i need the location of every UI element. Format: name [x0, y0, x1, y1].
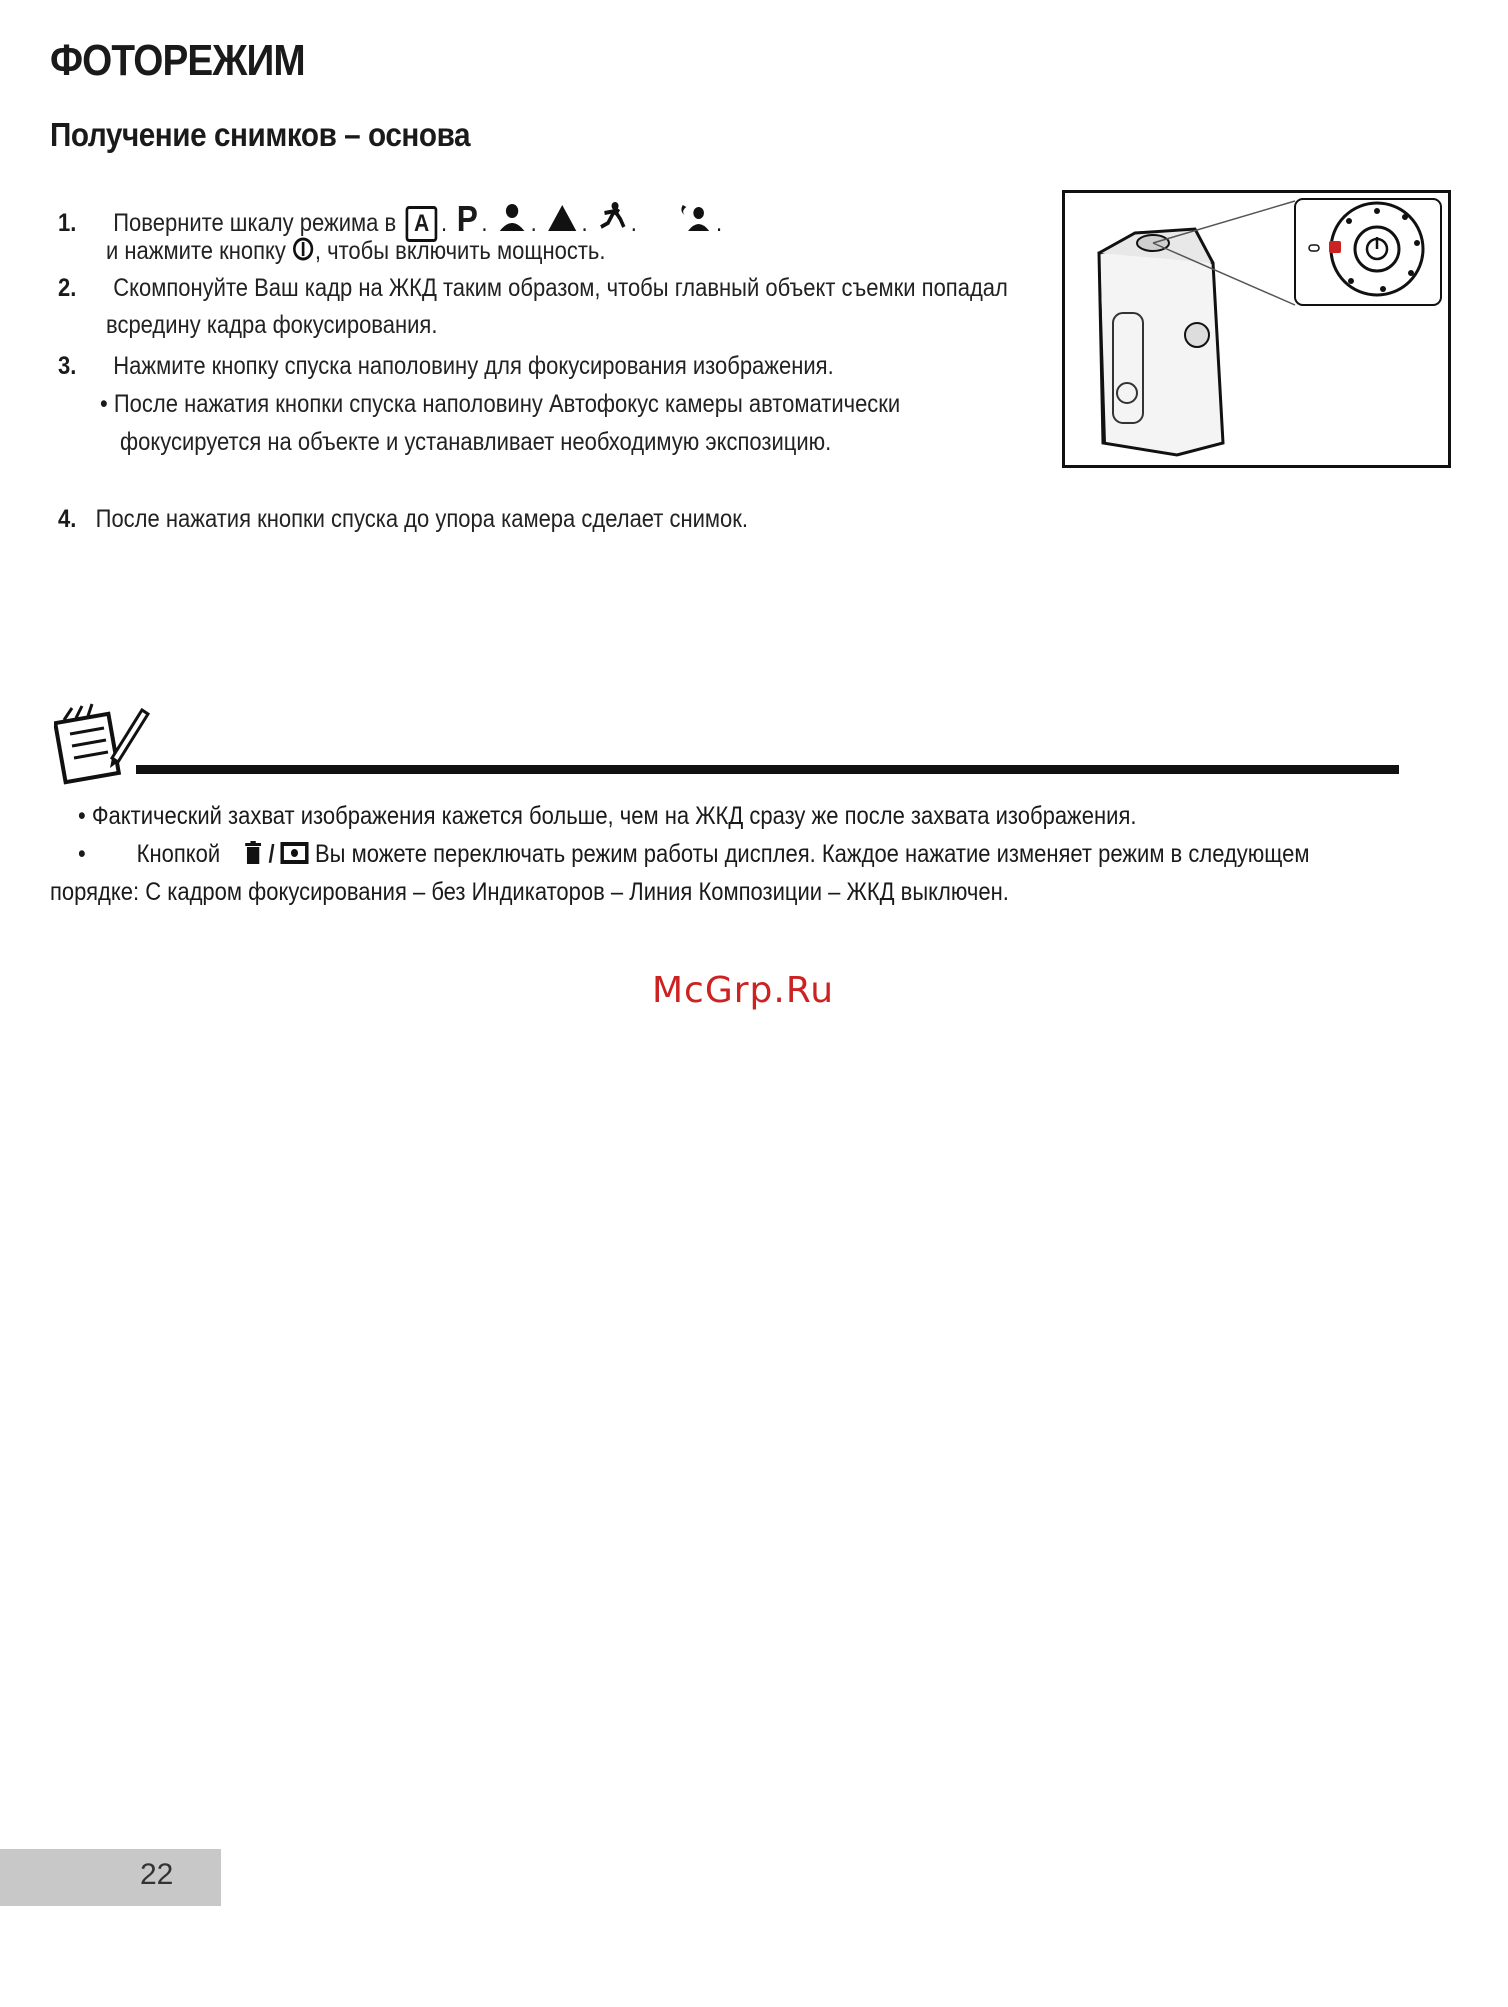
- step-text: фокусируется на объекте и устанавливает необходимую экспозицию.: [120, 428, 832, 456]
- camera-drawing: [1065, 193, 1448, 465]
- note-text: порядке: С кадром фокусирования – без Индикаторов – Линия Композиции – ЖКД выключен.: [50, 878, 1009, 906]
- page-number-box: [0, 1849, 221, 1906]
- step-3-sub-2: [120, 428, 831, 457]
- display-icon: [281, 841, 309, 872]
- camera-illustration: [1062, 190, 1451, 468]
- step-text: , чтобы включить мощность.: [314, 237, 606, 265]
- program-mode-icon: P: [456, 198, 478, 239]
- note-text: Фактический захват изображения кажется больше, чем на ЖКД сразу же после захвата изображения.: [91, 802, 1137, 830]
- step-text: После нажатия кнопки спуска до упора камера сделает снимок.: [95, 505, 749, 533]
- step-4: [58, 505, 748, 534]
- note-2: • Кнопкой / Вы можете переключать режим работы дисплея. Каждое нажатие изменяет режим в следующем: [78, 840, 1310, 872]
- power-icon: [292, 236, 315, 269]
- auto-mode-icon: A: [406, 206, 438, 242]
- portrait-mode-icon: [497, 203, 527, 238]
- step-text: Скомпонуйте Ваш кадр на ЖКД таким образом, чтобы главный объект съемки попадал: [113, 274, 1008, 302]
- page-title: ФОТОРЕЖИМ: [50, 36, 305, 85]
- step-number: 4.: [58, 505, 77, 533]
- bullet-icon: •: [100, 390, 108, 418]
- step-number: 1.: [58, 209, 77, 237]
- landscape-mode-icon: [546, 203, 578, 238]
- step-3-sub-1: [100, 390, 900, 419]
- bullet-icon: •: [78, 840, 86, 868]
- step-1-line-2: [106, 236, 605, 269]
- step-text: и нажмите кнопку: [106, 237, 286, 265]
- note-text: Вы можете переключать режим работы дисплея. Каждое нажатие изменяет режим в следующем: [314, 840, 1310, 868]
- note-1: [78, 802, 1136, 831]
- note-2-line-2: [50, 878, 1009, 907]
- trash-icon: [245, 841, 263, 872]
- watermark: McGrp.Ru: [652, 970, 835, 1011]
- step-number: 3.: [58, 352, 77, 380]
- night-portrait-mode-icon: [677, 203, 712, 238]
- step-3: [58, 352, 834, 381]
- mode-icons: A . P . . . . .: [402, 209, 722, 237]
- step-text: Поверните шкалу режима в: [113, 209, 397, 237]
- sport-mode-icon: [597, 201, 627, 238]
- note-text: Кнопкой: [136, 840, 221, 868]
- step-2: [58, 274, 1008, 303]
- step-text: всредину кадра фокусирования.: [106, 311, 438, 339]
- page-number: 22: [140, 1858, 174, 1891]
- step-text: После нажатия кнопки спуска наполовину Автофокус камеры автоматически: [113, 390, 901, 418]
- section-subtitle: Получение снимков – основа: [50, 116, 471, 153]
- bullet-icon: •: [78, 802, 86, 830]
- step-text: Нажмите кнопку спуска наполовину для фокусирования изображения.: [113, 352, 834, 380]
- step-2-line-2: [106, 311, 437, 340]
- notepad-icon: [54, 700, 150, 791]
- step-number: 2.: [58, 274, 77, 302]
- note-divider: [136, 765, 1399, 774]
